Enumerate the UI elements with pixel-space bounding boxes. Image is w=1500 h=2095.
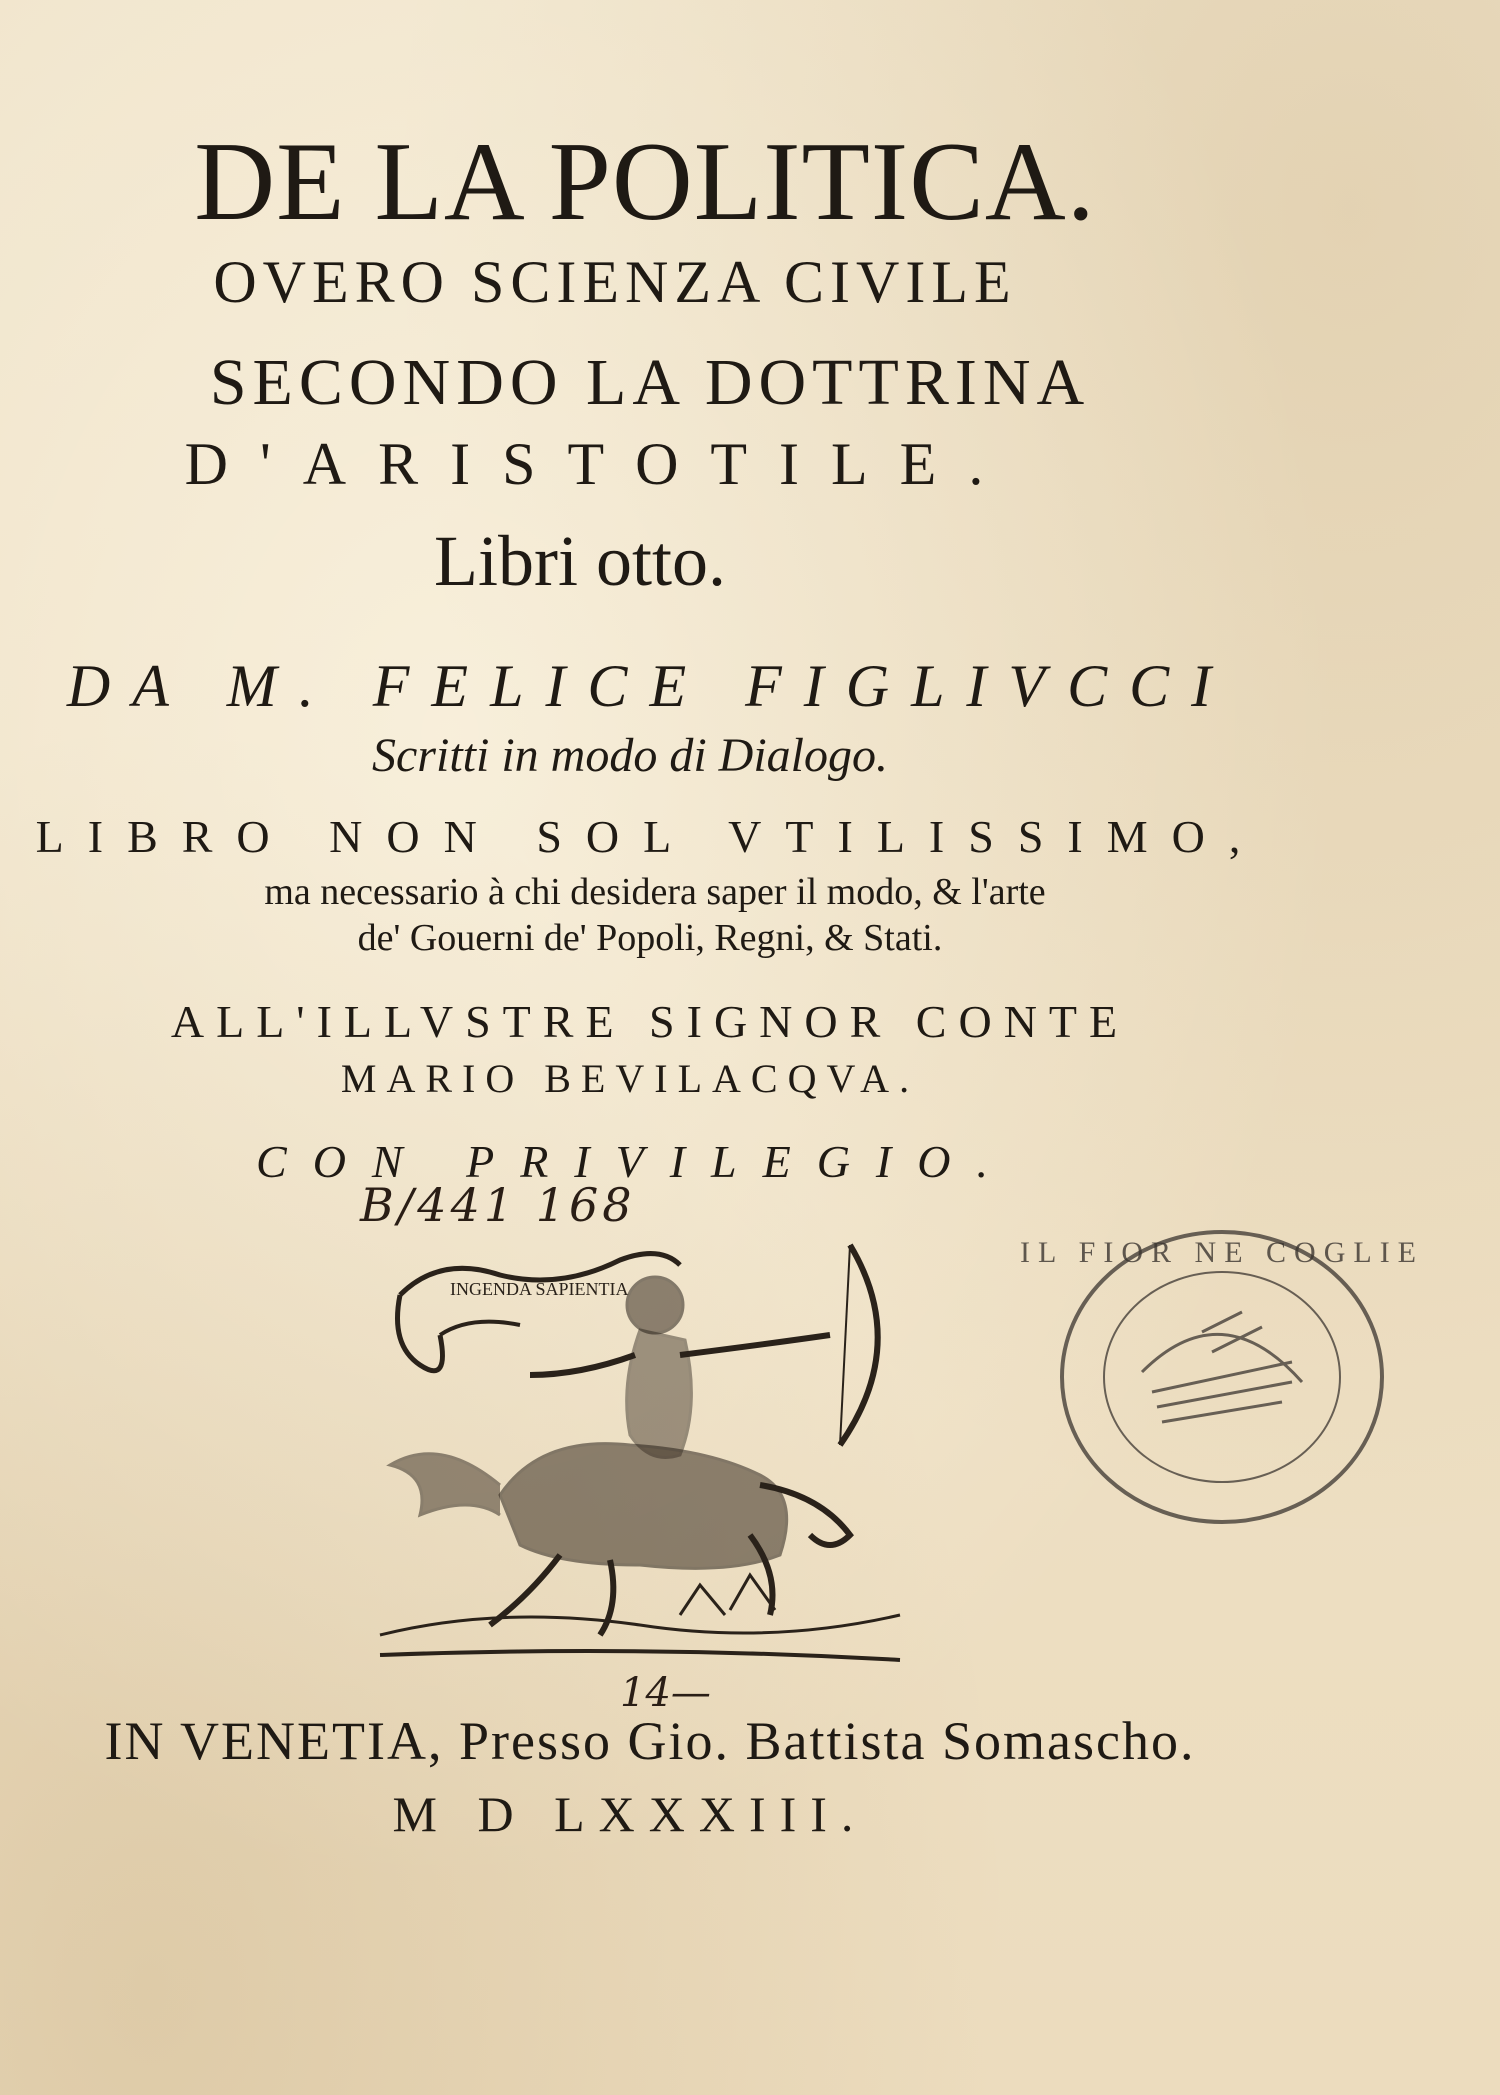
privilegio-line: CON PRIVILEGIO. (256, 1136, 1014, 1187)
subtitle-line-2: SECONDO LA DOTTRINA (209, 346, 1091, 419)
publication-date: M D LXXXIII. (392, 1786, 868, 1842)
book-title: DE LA POLITICA. (194, 120, 1096, 244)
dedication-line-2: MARIO BEVILACQVA. (340, 1056, 920, 1101)
libri-otto: Libri otto. (434, 521, 726, 601)
imprint-line: IN VENETIA, Presso Gio. Battista Somascho. (104, 1711, 1196, 1771)
libro-line-3: de' Gouerni de' Popoli, Regni, & Stati. (357, 917, 943, 959)
subtitle-line-1: OVERO SCIENZA CIVILE (213, 249, 1017, 315)
device-motto: INGENDA SAPIENTIA (450, 1279, 629, 1299)
handwritten-shelfmark: B/441 168 (360, 1178, 636, 1232)
author-line: DA M. FELICE FIGLIVCCI (66, 653, 1234, 719)
centaur-woodcut-icon (380, 1235, 900, 1675)
library-stamp-icon (1019, 1222, 1425, 1532)
libro-line-1: LIBRO NON SOL VTILISSIMO, (35, 811, 1265, 862)
scritti-line: Scritti in modo di Dialogo. (372, 729, 888, 782)
libro-line-2: ma necessario à chi desidera saper il modo, & l'arte (264, 871, 1046, 913)
dedication-line-1: ALL'ILLVSTRE SIGNOR CONTE (170, 996, 1130, 1047)
subtitle-line-3: D'ARISTOTILE. (184, 431, 1016, 497)
handwritten-number: 14— (620, 1670, 711, 1716)
stamp-text: IL FIOR NE COGLIE (1019, 1236, 1425, 1269)
